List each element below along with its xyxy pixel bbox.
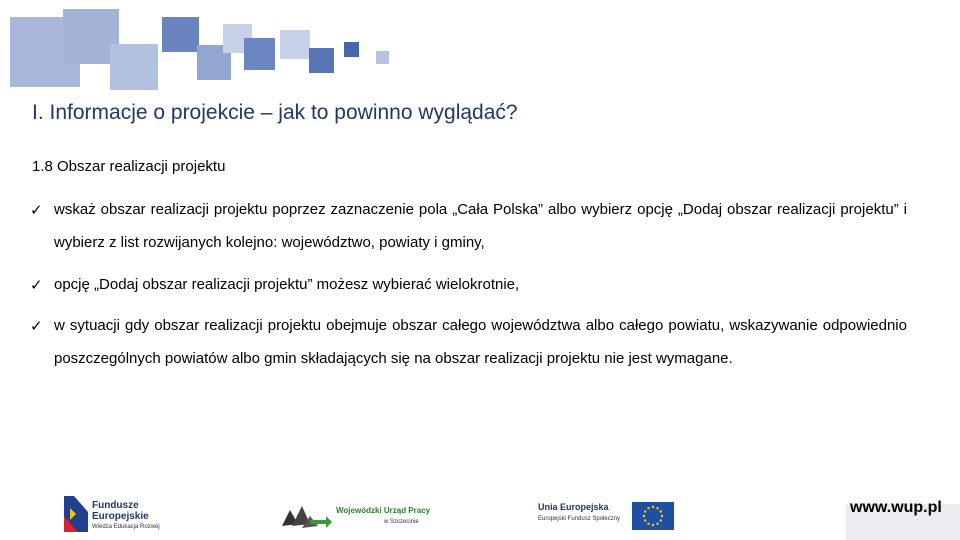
check-icon: ✓ <box>30 317 43 335</box>
bullet-text: opcję „Dodaj obszar realizacji projektu” możesz wybierać wielokrotnie, <box>54 276 520 293</box>
decor-square <box>244 38 275 70</box>
decor-square <box>309 48 334 73</box>
section-subtitle: 1.8 Obszar realizacji projektu <box>32 158 226 175</box>
footer-logos <box>0 494 960 540</box>
page-title: I. Informacje o projekcie – jak to powinno wyglądać? <box>32 101 518 124</box>
check-icon: ✓ <box>30 201 43 219</box>
fe-line1: Fundusze <box>92 500 139 511</box>
bullet-text: wskaż obszar realizacji projektu poprzez zaznaczenie pola „Cała Polska” albo wybierz opcję „Dodaj obszar realizacji projektu” i wybierz z list rozwijanych kolejno: województwo, powiaty i gminy, <box>54 201 907 251</box>
eu-flag-icon <box>632 502 674 530</box>
decor-square <box>162 17 199 52</box>
fe-line3: Wiedza Edukacja Rozwój <box>92 524 160 530</box>
wup-city: w Szczecinie <box>384 519 419 525</box>
decor-square <box>344 42 359 57</box>
fundusze-europejskie-logo <box>64 494 180 536</box>
wup-name: Wojewódzki Urząd Pracy <box>336 506 431 515</box>
website-url[interactable]: www.wup.pl <box>850 499 942 516</box>
bullet-text: w sytuacji gdy obszar realizacji projektu obejmuje obszar całego województwa albo całego powiatu, wskazywanie odpowiednio poszczególnych powiatów albo gmin składających się na obszar realizacji projektu nie jest wymagane. <box>54 317 907 367</box>
fe-flag-icon <box>64 496 88 532</box>
decor-square <box>110 44 158 90</box>
fe-line2: Europejskie <box>92 511 149 522</box>
wup-logo <box>280 498 430 534</box>
decor-square <box>280 30 310 59</box>
check-icon: ✓ <box>30 276 43 294</box>
ue-fund: Europejski Fundusz Społeczny <box>538 516 621 522</box>
decor-square <box>376 51 389 64</box>
wup-emblem-icon <box>280 500 332 530</box>
eu-logo <box>538 502 678 532</box>
ue-name: Unia Europejska <box>538 502 609 512</box>
